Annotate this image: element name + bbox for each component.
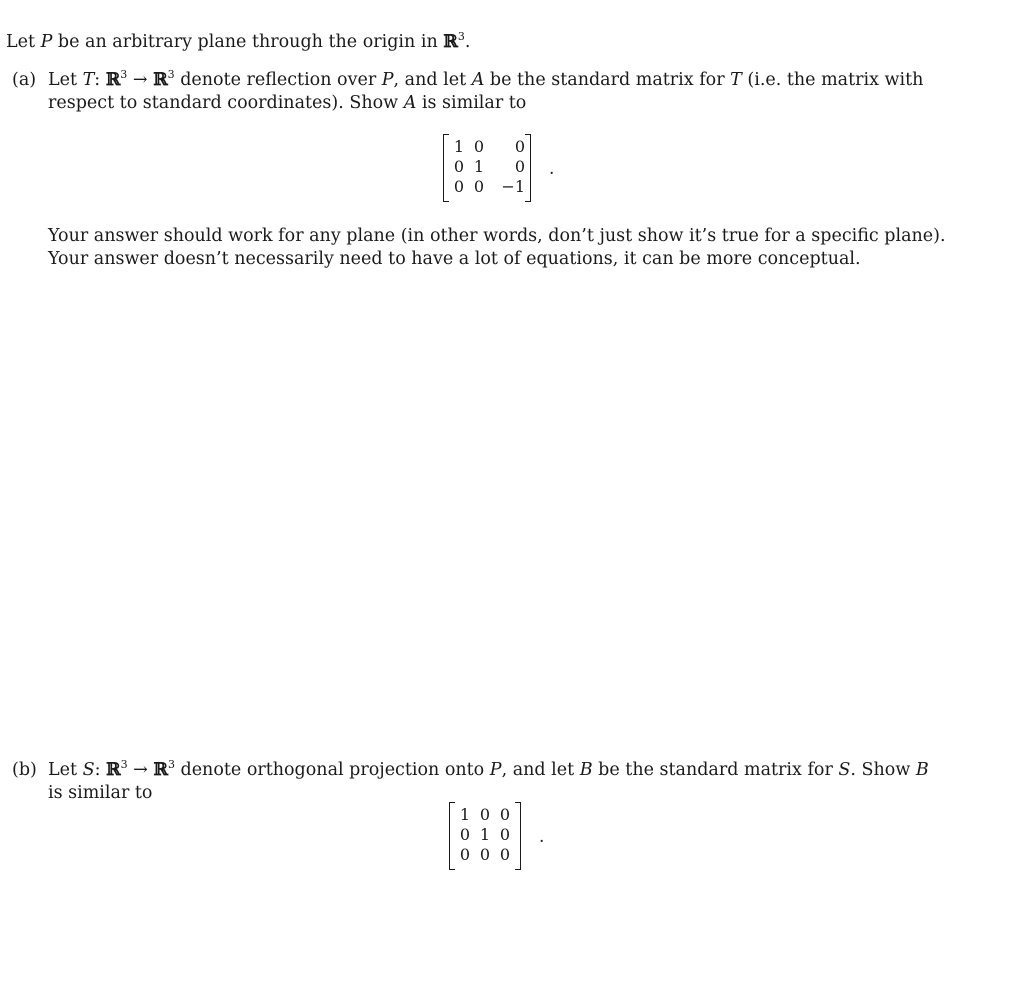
matrix-cell: 0 (453, 176, 465, 196)
intro-text: . (464, 32, 471, 52)
matrix-cell: 0 (479, 804, 491, 824)
matrix-cell: 0 (473, 136, 485, 156)
matrix-cell: 1 (473, 156, 485, 176)
right-bracket (525, 134, 531, 202)
matrix-cell: 1 (453, 136, 465, 156)
reals-symbol: ℝ (153, 760, 168, 780)
matrix-cell: 0 (459, 844, 471, 864)
reals-symbol: ℝ (443, 32, 458, 52)
arrow-icon: → (127, 70, 154, 90)
var-s: S (838, 760, 851, 780)
matrix-grid (449, 134, 525, 202)
var-p: P (381, 70, 394, 90)
matrix-cell: 0 (514, 156, 525, 176)
var-a: A (471, 70, 485, 90)
intro-text: be an arbitrary plane through the origin in (52, 32, 444, 52)
part-a-label: (a) (12, 70, 37, 90)
part-a-note1: Your answer should work for any plane (in other words, don’t just show it’s true for a specific plane). (48, 226, 946, 246)
reals-symbol: ℝ (153, 70, 168, 90)
var-t: T (82, 70, 95, 90)
reals-symbol: ℝ (106, 760, 121, 780)
part-b-line1: Let S: ℝ$^3$ → ℝ$^3$ denote orthogonal projection onto P, and let B be the standard matrix for S. Show B (48, 758, 929, 780)
var-p: P (489, 760, 502, 780)
reals-symbol: ℝ (105, 70, 121, 90)
part-b-line2: is similar to (48, 783, 153, 803)
var-b: B (915, 760, 929, 780)
exponent: 3 (457, 30, 465, 43)
var-b: B (579, 760, 593, 780)
intro-line (6, 31, 470, 54)
projection-matrix (449, 802, 521, 870)
matrix-period: . (549, 159, 555, 179)
var-p: P (40, 32, 53, 52)
matrix-grid (455, 802, 515, 870)
part-a-note2: Your answer doesn’t necessarily need to have a lot of equations, it can be more conceptual. (48, 249, 861, 269)
part-a-line1: Let T: ℝ$^3$ → ℝ$^3$ denote reflection over P, and let A be the standard matrix for T (i.e. the matrix with (48, 68, 924, 90)
var-t: T (730, 70, 742, 90)
part-b-label: (b) (12, 760, 37, 780)
var-a: A (403, 93, 417, 113)
matrix-cell: 0 (514, 136, 525, 156)
matrix-cell: 0 (499, 824, 511, 844)
matrix-cell: −1 (501, 176, 525, 196)
matrix-cell: 0 (499, 804, 511, 824)
matrix-cell: 0 (453, 156, 465, 176)
arrow-icon: → (127, 760, 154, 780)
intro-text: Let (6, 32, 41, 52)
matrix-period: . (539, 827, 545, 847)
matrix-cell: 1 (459, 804, 471, 824)
matrix-cell: 1 (479, 824, 491, 844)
matrix-cell: 0 (473, 176, 485, 196)
matrix-cell: 0 (459, 824, 471, 844)
right-bracket (515, 802, 521, 870)
matrix-cell: 0 (499, 844, 511, 864)
part-a-line2: respect to standard coordinates). Show A is similar to (48, 93, 527, 113)
var-s: S (82, 760, 95, 780)
matrix-cell: 0 (479, 844, 491, 864)
reflection-matrix (443, 134, 531, 202)
